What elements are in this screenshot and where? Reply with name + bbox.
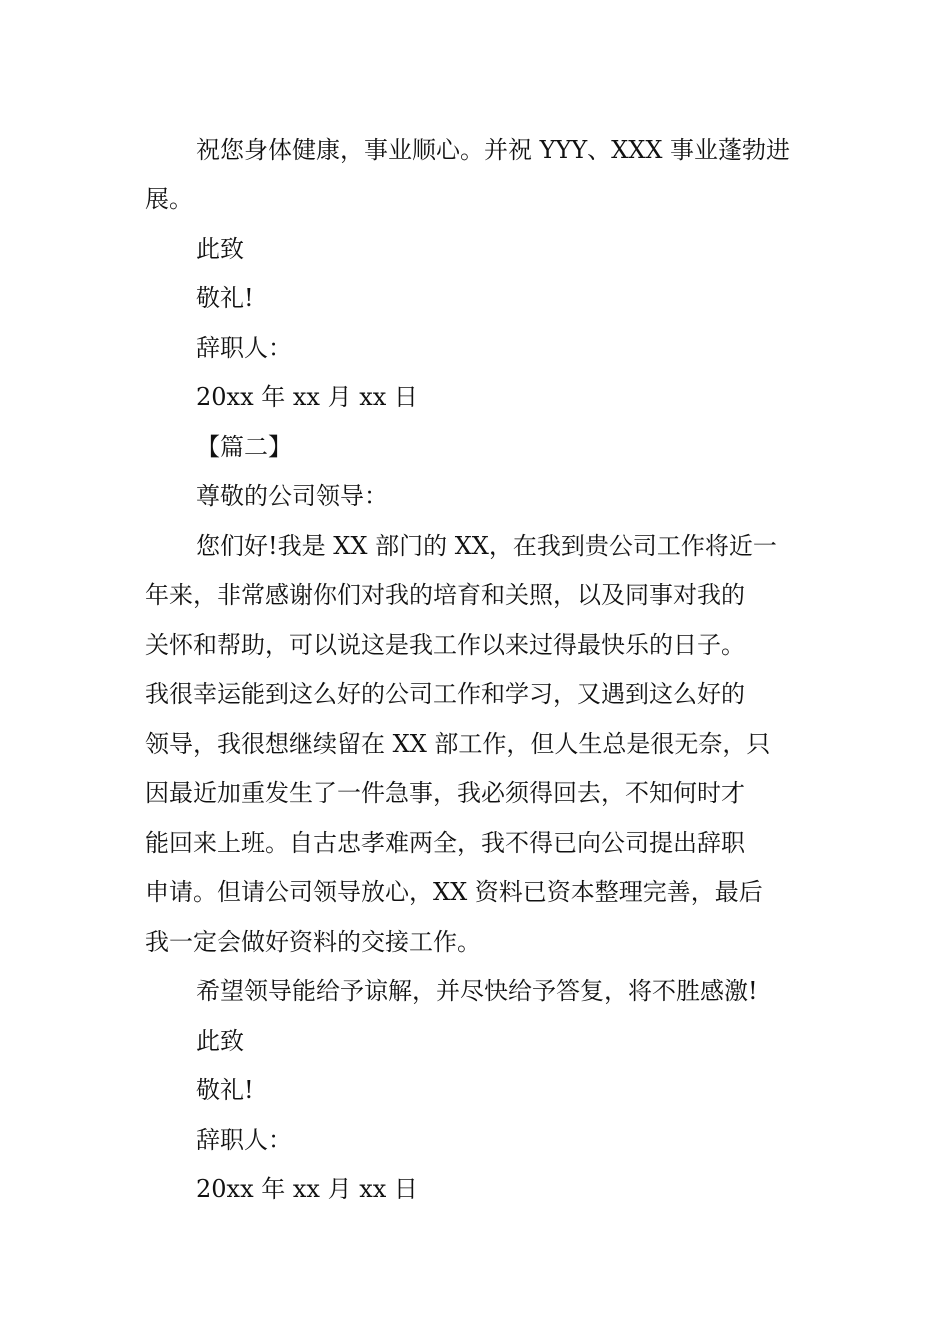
wish-line-continued: 展。 (145, 185, 193, 213)
body-line: 您们好!我是 XX 部门的 XX，在我到贵公司工作将近一 (196, 532, 777, 560)
date-text: 20xx 年 xx 月 xx 日 (196, 383, 418, 411)
date-text: 20xx 年 xx 月 xx 日 (196, 1175, 418, 1203)
letter-greeting: 尊敬的公司领导： (196, 482, 388, 510)
body-line: 年来，非常感谢你们对我的培育和关照，以及同事对我的 (145, 581, 745, 609)
section-heading: 【篇二】 (196, 433, 292, 461)
signer-label: 辞职人： (196, 334, 292, 362)
body-line: 我一定会做好资料的交接工作。 (145, 928, 481, 956)
closing-text: 此致 (196, 1027, 244, 1055)
hope-line: 希望领导能给予谅解，并尽快给予答复，将不胜感激! (196, 977, 758, 1005)
body-line: 因最近加重发生了一件急事，我必须得回去，不知何时才 (145, 779, 745, 807)
body-line: 我很幸运能到这么好的公司工作和学习，又遇到这么好的 (145, 680, 745, 708)
wish-line: 祝您身体健康，事业顺心。并祝 YYY、XXX 事业蓬勃进 (196, 136, 791, 164)
closing-text: 此致 (196, 235, 244, 263)
body-line: 能回来上班。自古忠孝难两全，我不得已向公司提出辞职 (145, 829, 745, 857)
signer-label: 辞职人： (196, 1126, 292, 1154)
salute-text: 敬礼! (196, 1076, 254, 1104)
body-line: 领导，我很想继续留在 XX 部工作，但人生总是很无奈，只 (145, 730, 771, 758)
body-line: 关怀和帮助，可以说这是我工作以来过得最快乐的日子。 (145, 631, 745, 659)
salute-text: 敬礼! (196, 284, 254, 312)
body-line: 申请。但请公司领导放心，XX 资料已资本整理完善，最后 (145, 878, 763, 906)
